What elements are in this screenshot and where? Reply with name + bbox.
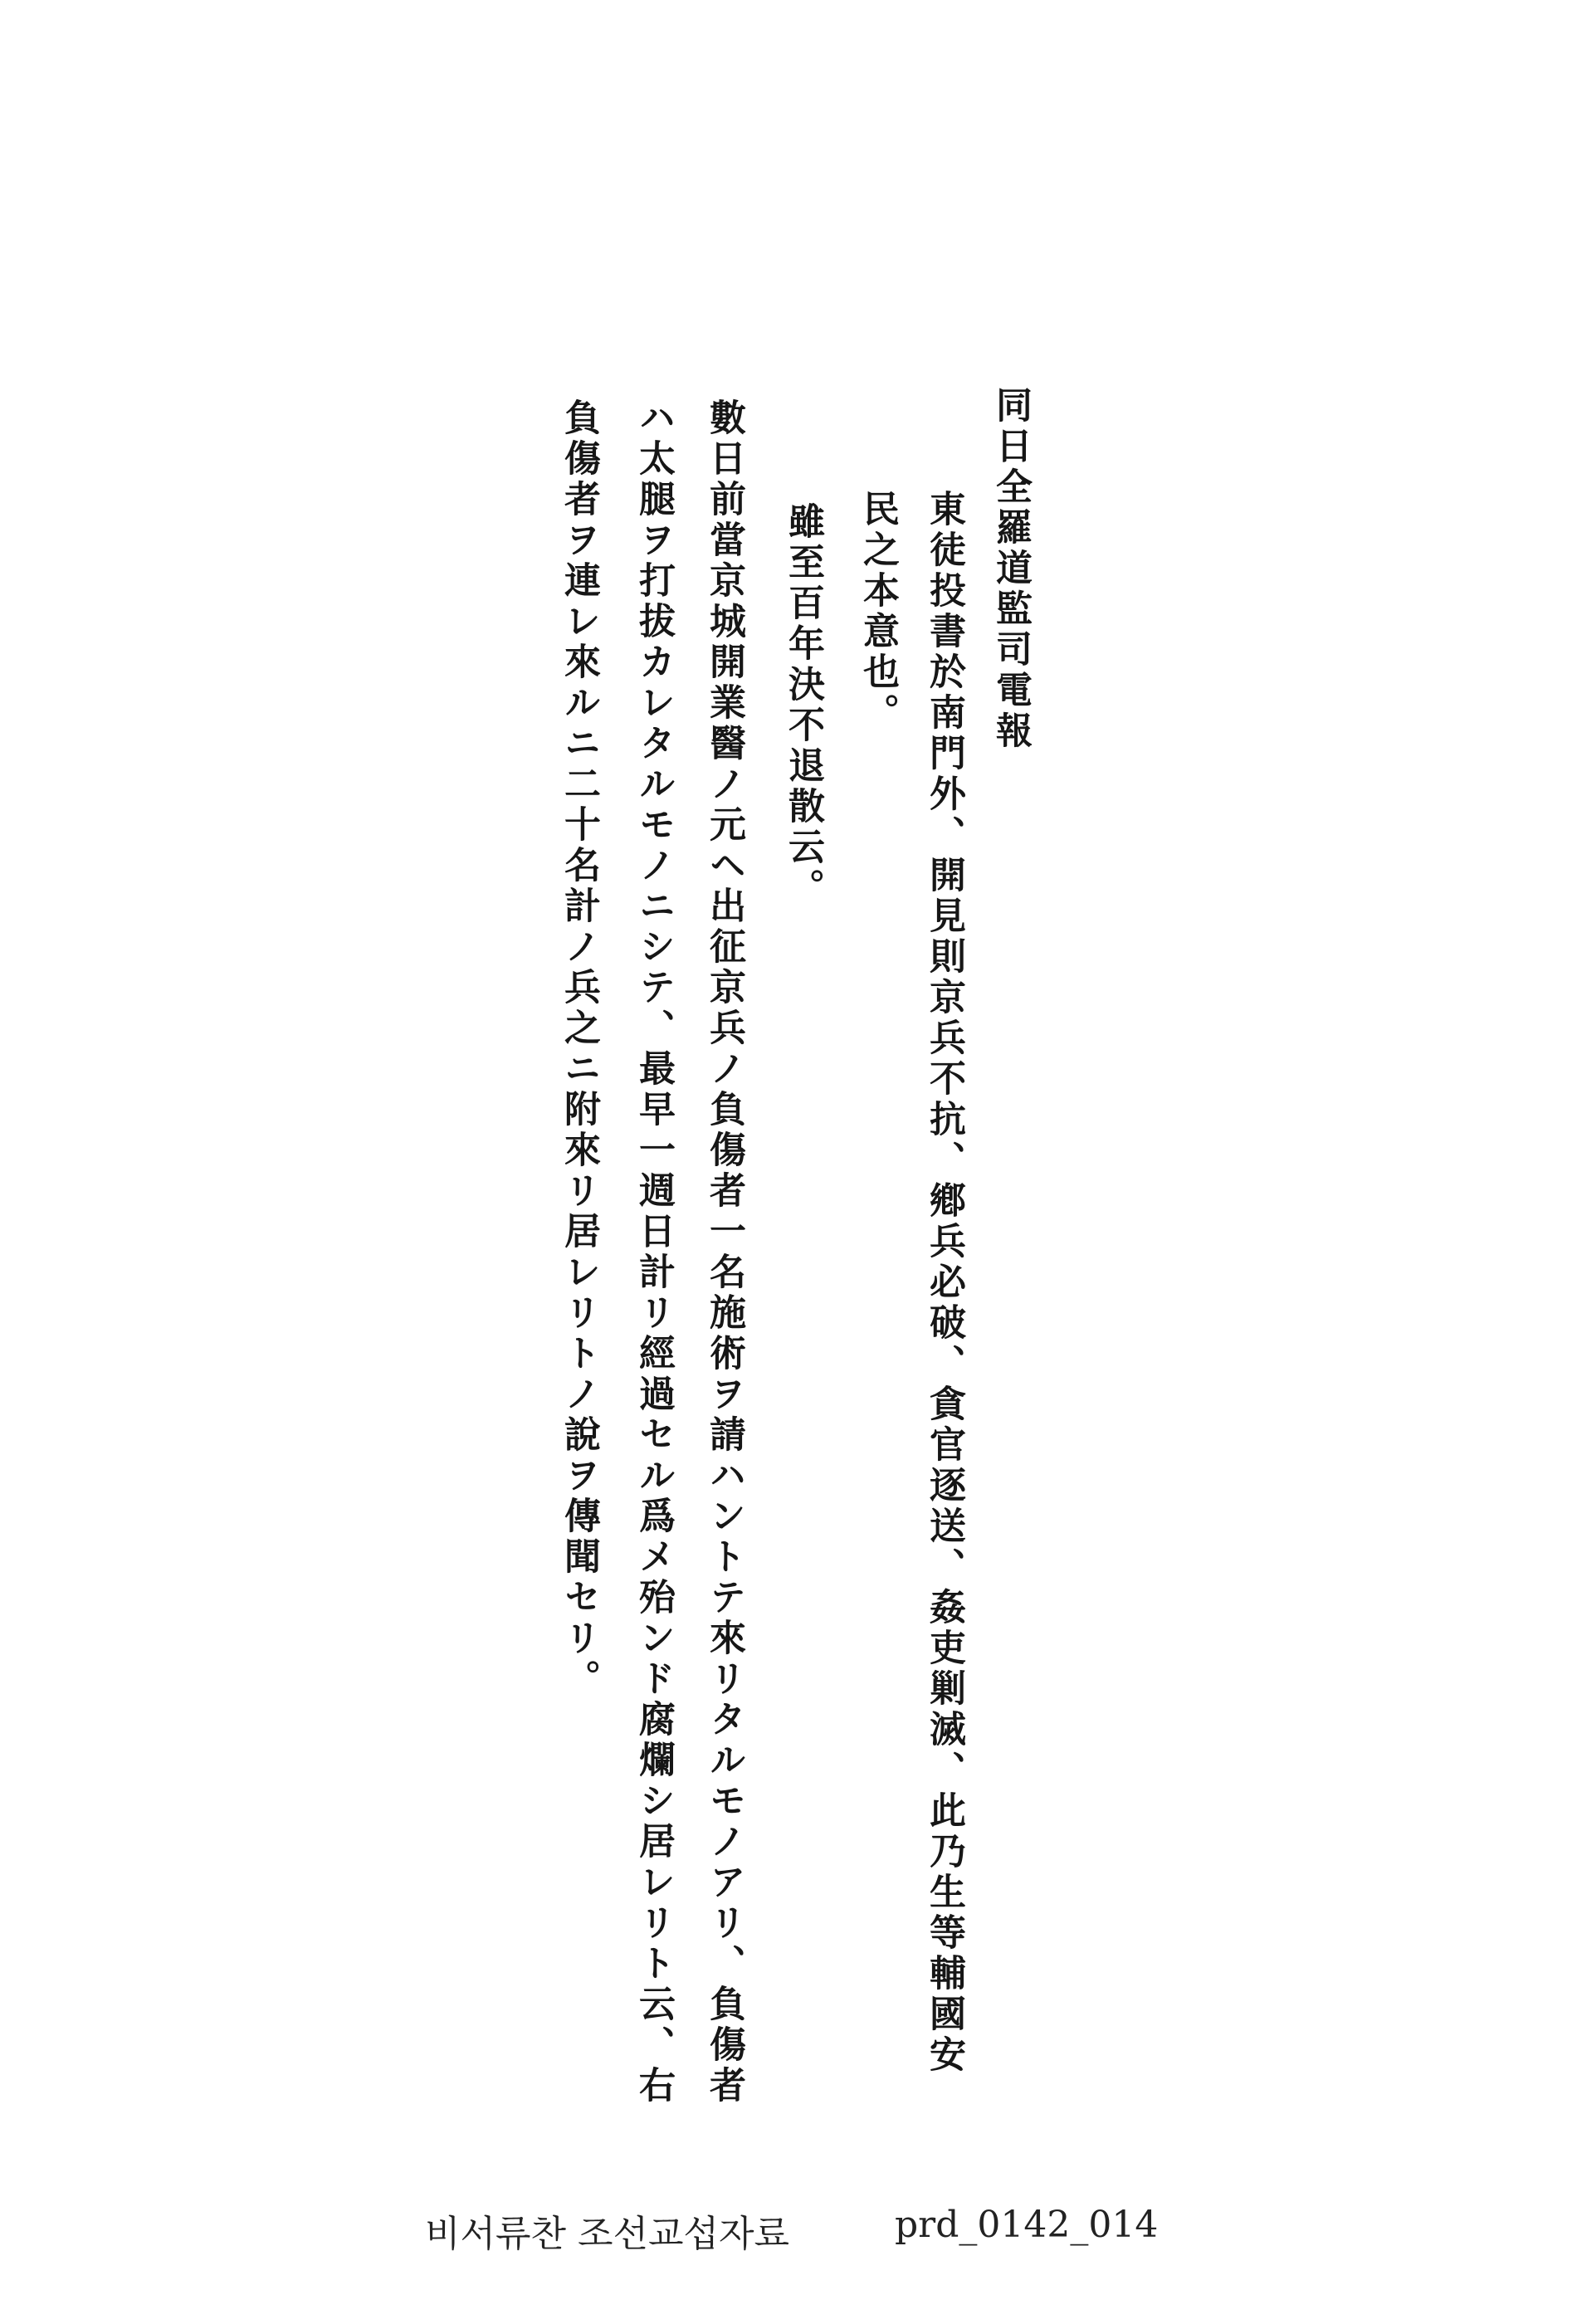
telegram-body-line-2: 民之本意也。 [857, 490, 899, 734]
telegram-heading: 同日全羅道監司電報 [989, 386, 1032, 752]
vertical-text-block [531, 386, 1046, 2107]
page-footer [0, 2204, 1577, 2253]
report-paragraph-line-1: 數日前當京城開業醫ノ元ヘ出征京兵ノ負傷者一名施術ヲ請ハントテ來リタルモノアリ、負傷者 [703, 398, 745, 2107]
report-paragraph-line-2: ハ太腿ヲ打拔カレタルモノニシテ、最早一週日計リ經過セル爲メ殆ンド腐爛シ居レリト云、右 [632, 398, 675, 2107]
telegram-body-line-1: 東徒投書於南門外、開見則京兵不抗、鄕兵必破、貪官逐送、姦吏剿滅、此乃生等輔國安 [923, 490, 965, 2076]
telegram-closing-line: 雖至百年決不退散云。 [782, 502, 824, 909]
footer-series-title: 비서류찬 조선교섭자료 [425, 2213, 790, 2255]
footer-document-id: prd_0142_014 [895, 2204, 1159, 2246]
report-paragraph-line-3: 負傷者ヲ連レ來ルニ二十名計ノ兵之ニ附來リ居レリトノ說ヲ傳聞セリ。 [558, 398, 600, 1700]
